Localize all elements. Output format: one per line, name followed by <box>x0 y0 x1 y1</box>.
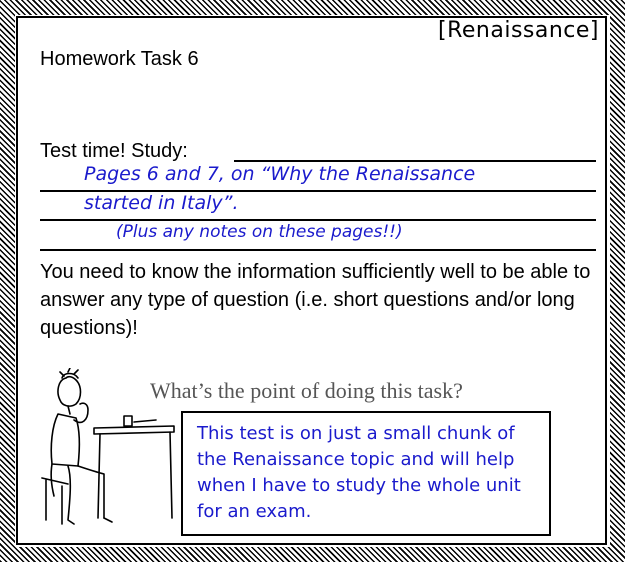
answer-line-1 <box>234 160 596 162</box>
handwritten-line-3: (Plus any notes on these pages!!) <box>116 222 403 242</box>
answer-line-3 <box>40 219 596 221</box>
point-answer: This test is on just a small chunk of the Renaissance topic and will help when I have to study the whole unit for an exam. <box>197 423 521 522</box>
test-prompt: Test time! Study: <box>40 140 188 162</box>
instructions-text: You need to know the information sufficiently well to be able to answer any type of question (i.e. short questions and/or long questions)! <box>40 261 591 339</box>
answer-line-4 <box>40 249 596 251</box>
answer-box <box>181 411 551 536</box>
handwritten-line-1: Pages 6 and 7, on “Why the Renaissance <box>84 163 476 185</box>
topic-tag: [Renaissance] <box>437 18 599 43</box>
page-title: Homework Task 6 <box>40 48 199 70</box>
point-question: What’s the point of doing this task? <box>150 378 463 403</box>
handwritten-line-2: started in Italy”. <box>84 192 239 214</box>
student-at-desk-illustration <box>34 368 184 528</box>
